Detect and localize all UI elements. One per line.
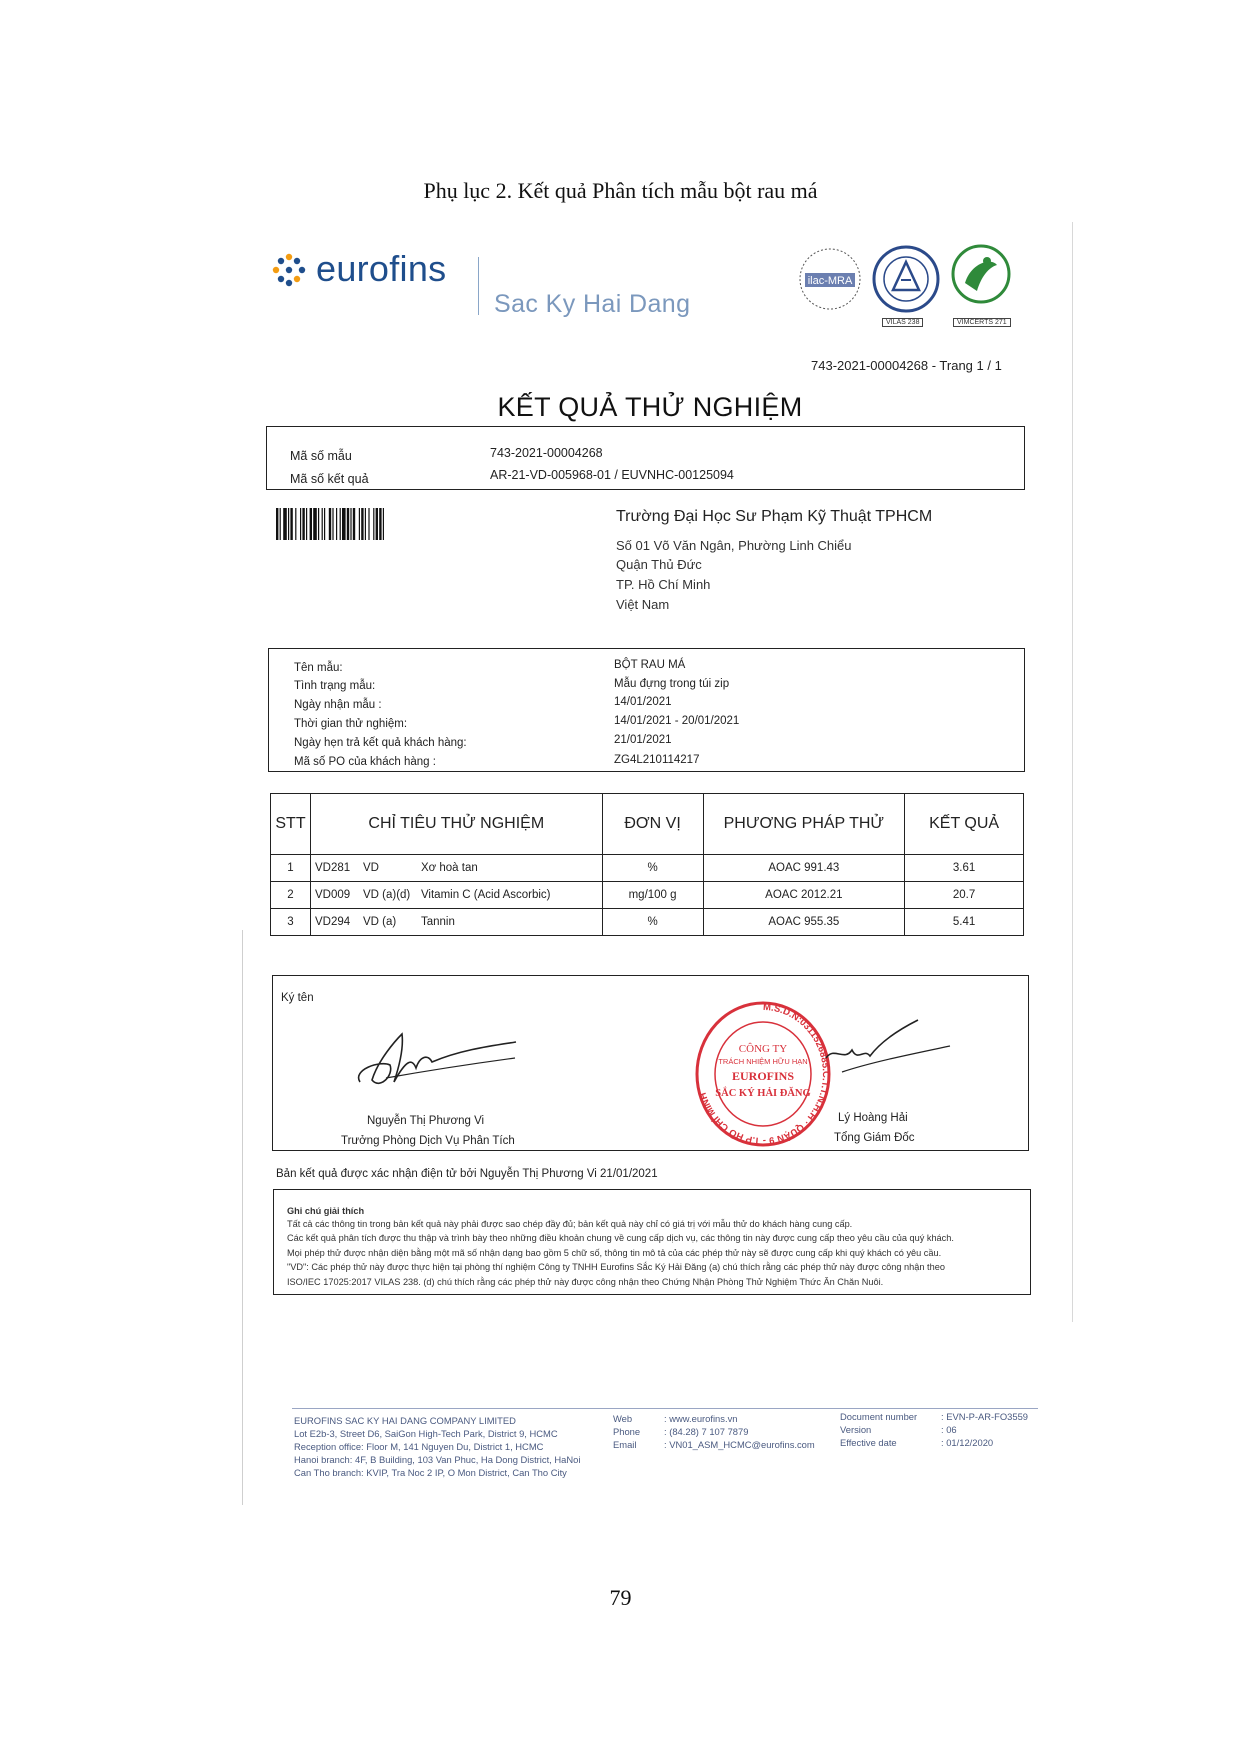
test-code: VD294 bbox=[314, 916, 351, 928]
customer-address-line: Việt Nam bbox=[616, 597, 670, 612]
po-number-value: ZG4L210114217 bbox=[614, 754, 700, 766]
page-caption: Phụ lục 2. Kết quả Phân tích mẫu bột rau má bbox=[423, 178, 818, 203]
page-number: 79 bbox=[609, 1585, 632, 1610]
row-test-item bbox=[310, 882, 602, 909]
barcode-bar bbox=[288, 508, 289, 540]
barcode-bar bbox=[322, 508, 323, 540]
test-period-value: 14/01/2021 - 20/01/2021 bbox=[614, 715, 740, 727]
right-signer-name: Lý Hoàng Hải bbox=[838, 1112, 908, 1124]
barcode-bar bbox=[373, 508, 374, 540]
signature-right-icon bbox=[822, 1010, 952, 1090]
barcode-bar bbox=[347, 508, 349, 540]
barcode-bar bbox=[365, 508, 366, 540]
boa-seal-icon bbox=[871, 244, 941, 314]
barcode-bar bbox=[336, 508, 337, 540]
row-result: 5.41 bbox=[905, 909, 1024, 936]
footer-line: Lot E2b-3, Street D6, SaiGon High-Tech Park, District 9, HCMC bbox=[294, 1428, 558, 1439]
brand-name: eurofins bbox=[316, 248, 447, 289]
barcode-bar bbox=[379, 508, 381, 540]
customer-address-line: TP. Hồ Chí Minh bbox=[616, 577, 711, 592]
test-code: VD281 bbox=[314, 862, 351, 874]
vimcerts-seal-icon bbox=[951, 243, 1011, 309]
stamp-line: EUROFINS bbox=[731, 1069, 795, 1083]
barcode-bar bbox=[342, 508, 346, 540]
row-result: 20.7 bbox=[905, 882, 1024, 909]
footer-line: Hanoi branch: 4F, B Building, 103 Van Phuc, Ha Dong District, HaNoi bbox=[294, 1454, 581, 1465]
barcode-bar bbox=[302, 508, 304, 540]
barcode-bar bbox=[276, 508, 278, 540]
footer-contact-values bbox=[664, 1412, 815, 1451]
footer-doc-labels bbox=[840, 1410, 917, 1449]
column-header: PHƯƠNG PHÁP THỬ bbox=[703, 794, 905, 855]
row-unit: % bbox=[602, 855, 703, 882]
notes-line: Các kết quả phân tích được thu thập và trình bày theo những điều khoản chung về cung cấp dịch vụ, các thông tin này được cung cấp theo yêu cầu của quý khách. bbox=[287, 1233, 954, 1243]
stamp-line: SẮC KÝ HẢI ĐĂNG bbox=[715, 1088, 811, 1099]
ilac-seal-icon bbox=[797, 246, 863, 312]
column-header: ĐƠN VỊ bbox=[602, 794, 703, 855]
test-name: Xơ hoà tan bbox=[420, 862, 478, 874]
electronic-confirmation: Bản kết quả được xác nhận điện tử bởi Nguyễn Thị Phương Vi 21/01/2021 bbox=[276, 1168, 658, 1180]
left-signer-title: Trưởng Phòng Dịch Vụ Phân Tích bbox=[341, 1135, 515, 1147]
barcode-bar bbox=[300, 508, 301, 540]
barcode-bar bbox=[361, 508, 363, 540]
footer-rule bbox=[292, 1408, 1038, 1409]
barcode-bar bbox=[313, 508, 317, 540]
barcode bbox=[276, 508, 460, 540]
row-method: AOAC 991.43 bbox=[703, 855, 905, 882]
footer-line: : 01/12/2020 bbox=[941, 1437, 994, 1448]
footer-line: Version bbox=[840, 1424, 872, 1435]
test-flags: VD (a)(d) bbox=[362, 889, 411, 901]
stamp-line: CÔNG TY bbox=[738, 1043, 788, 1055]
barcode-bar bbox=[306, 508, 307, 540]
customer-address-line: Quận Thủ Đức bbox=[616, 557, 702, 572]
barcode-bar bbox=[318, 508, 319, 540]
stamp-line: TRÁCH NHIỆM HỮU HẠN bbox=[718, 1057, 808, 1066]
result-code-label: Mã số kết quả bbox=[290, 472, 369, 486]
customer-address-line: Số 01 Võ Văn Ngân, Phường Linh Chiểu bbox=[616, 538, 852, 553]
footer-line: Phone bbox=[613, 1426, 641, 1437]
result-code-value: AR-21-VD-005968-01 / EUVNHC-00125094 bbox=[490, 468, 734, 482]
footer-line: : VN01_ASM_HCMC@eurofins.com bbox=[664, 1439, 815, 1450]
due-date-value: 21/01/2021 bbox=[614, 734, 672, 746]
signature-label: Ký tên bbox=[281, 992, 314, 1004]
company-stamp bbox=[694, 1000, 832, 1148]
barcode-bar bbox=[376, 508, 378, 540]
notes-line: Mọi phép thử được nhận diện bằng một mã số nhận dạng bao gồm 5 chữ số, thông tin mô tả của các phép thử này sẽ được cung cấp khi quý khách có yêu cầu. bbox=[287, 1248, 942, 1258]
footer-line: : EVN-P-AR-FO3559 bbox=[941, 1411, 1029, 1422]
page-title: KẾT QUẢ THỬ NGHIỆM bbox=[497, 392, 803, 422]
test-name: Vitamin C (Acid Ascorbic) bbox=[420, 889, 551, 901]
footer-line: Web bbox=[613, 1413, 633, 1424]
barcode-bar bbox=[290, 508, 292, 540]
signature-left-icon bbox=[350, 1020, 520, 1100]
barcode-bar bbox=[280, 508, 281, 540]
footer-line: Can Tho branch: KVIP, Tra Noc 2 IP, O Mon District, Can Tho City bbox=[294, 1467, 567, 1478]
sample-name-value: BỘT RAU MÁ bbox=[614, 659, 686, 671]
row-result: 3.61 bbox=[905, 855, 1024, 882]
barcode-bar bbox=[295, 508, 296, 540]
row-method: AOAC 2012.21 bbox=[703, 882, 905, 909]
notes-title: Ghi chú giải thích bbox=[287, 1206, 365, 1216]
footer-line: Reception office: Floor M, 141 Nguyen Du, District 1, HCMC bbox=[294, 1441, 544, 1452]
footer-line: Document number bbox=[840, 1411, 918, 1422]
test-name: Tannin bbox=[420, 916, 455, 928]
footer-line: : 06 bbox=[941, 1424, 957, 1435]
left-signer-name: Nguyễn Thị Phương Vi bbox=[367, 1115, 485, 1127]
notes-line: "VD": Các phép thử này được thực hiện tại phòng thí nghiệm Công ty TNHH Eurofins Sắc Ký Hải Đăng (a) chú thích rằng các phép thử này được công nhận theo bbox=[287, 1262, 945, 1272]
footer-doc-values bbox=[941, 1410, 1028, 1449]
row-unit: mg/100 g bbox=[602, 882, 703, 909]
footer-line: EUROFINS SAC KY HAI DANG COMPANY LIMITED bbox=[294, 1415, 516, 1426]
barcode-bar bbox=[310, 508, 312, 540]
vilas-label: VILAS 238 bbox=[882, 318, 923, 327]
barcode-bar bbox=[332, 508, 333, 540]
barcode-bar bbox=[329, 508, 331, 540]
right-signer-title: Tổng Giám Đốc bbox=[834, 1132, 915, 1144]
barcode-bar bbox=[283, 508, 287, 540]
test-code: VD009 bbox=[314, 889, 351, 901]
po-number-label: Mã số PO của khách hàng : bbox=[294, 756, 436, 768]
vimcerts-label: VIMCERTS 271 bbox=[953, 318, 1011, 327]
table-row bbox=[271, 909, 1024, 936]
table-row bbox=[271, 882, 1024, 909]
notes-line: Tất cả các thông tin trong bản kết quả này phải được sao chép đầy đủ; bản kết quả này chỉ có giá trị với mẫu thử do khách hàng cung cấp. bbox=[287, 1219, 853, 1229]
table-header-row bbox=[271, 794, 1024, 855]
row-stt: 2 bbox=[271, 882, 311, 909]
sample-name-label: Tên mẫu: bbox=[294, 662, 343, 674]
barcode-bar bbox=[350, 508, 351, 540]
customer-name: Trường Đại Học Sư Phạm Kỹ Thuật TPHCM bbox=[616, 508, 933, 525]
received-date-value: 14/01/2021 bbox=[614, 696, 672, 708]
footer-company bbox=[294, 1414, 580, 1479]
test-flags: VD (a) bbox=[362, 916, 397, 928]
row-test-item bbox=[310, 909, 602, 936]
scan-edge bbox=[242, 930, 243, 1505]
sample-code-label: Mã số mẫu bbox=[290, 449, 352, 463]
test-period-label: Thời gian thử nghiệm: bbox=[294, 718, 408, 730]
barcode-bar bbox=[353, 508, 355, 540]
row-stt: 1 bbox=[271, 855, 311, 882]
brand-subname: Sac Ky Hai Dang bbox=[494, 290, 691, 318]
seal-text: ilac-MRA bbox=[807, 275, 853, 287]
footer-line: Email bbox=[613, 1439, 637, 1450]
row-stt: 3 bbox=[271, 909, 311, 936]
row-unit: % bbox=[602, 909, 703, 936]
stamp-ring-text: M.S.D.N:0311526885.C.T.T.N.H.H · QUẬN 9 - T.P HỒ CHÍ MINH bbox=[697, 1001, 831, 1147]
row-method: AOAC 955.35 bbox=[703, 909, 905, 936]
sample-state-label: Tình trạng mẫu: bbox=[294, 680, 376, 692]
barcode-bar bbox=[383, 508, 384, 540]
notes-line: ISO/IEC 17025:2017 VILAS 238. (d) chú thích rằng các phép thử này được công nhận theo Chứng Nhận Phòng Thử Nghiệm Thức Ăn Chăn Nuôi. bbox=[287, 1277, 884, 1287]
row-test-item bbox=[310, 855, 602, 882]
scan-edge bbox=[1072, 222, 1073, 1322]
sample-code-value: 743-2021-00004268 bbox=[490, 446, 603, 460]
barcode-bar bbox=[324, 508, 325, 540]
barcode-bar bbox=[359, 508, 360, 540]
column-header: STT bbox=[271, 794, 311, 855]
footer-line: : (84.28) 7 107 7879 bbox=[664, 1426, 749, 1437]
document-number: 743-2021-00004268 - Trang 1 / 1 bbox=[811, 358, 1002, 373]
eurofins-logo-icon bbox=[272, 253, 306, 287]
table-row bbox=[271, 855, 1024, 882]
barcode-bar bbox=[340, 508, 341, 540]
footer-line: Effective date bbox=[840, 1437, 897, 1448]
results-table bbox=[270, 793, 1024, 936]
footer-line: : www.eurofins.vn bbox=[664, 1413, 738, 1424]
column-header: KẾT QUẢ bbox=[905, 794, 1024, 855]
footer-contact-labels bbox=[613, 1412, 640, 1451]
barcode-bar bbox=[368, 508, 369, 540]
sample-state-value: Mẫu đựng trong túi zip bbox=[614, 678, 730, 690]
received-date-label: Ngày nhận mẫu : bbox=[294, 699, 382, 711]
test-flags: VD bbox=[362, 862, 379, 874]
due-date-label: Ngày hẹn trả kết quả khách hàng: bbox=[294, 737, 467, 749]
column-header: CHỈ TIÊU THỬ NGHIỆM bbox=[310, 794, 602, 855]
brand-divider bbox=[478, 257, 479, 315]
